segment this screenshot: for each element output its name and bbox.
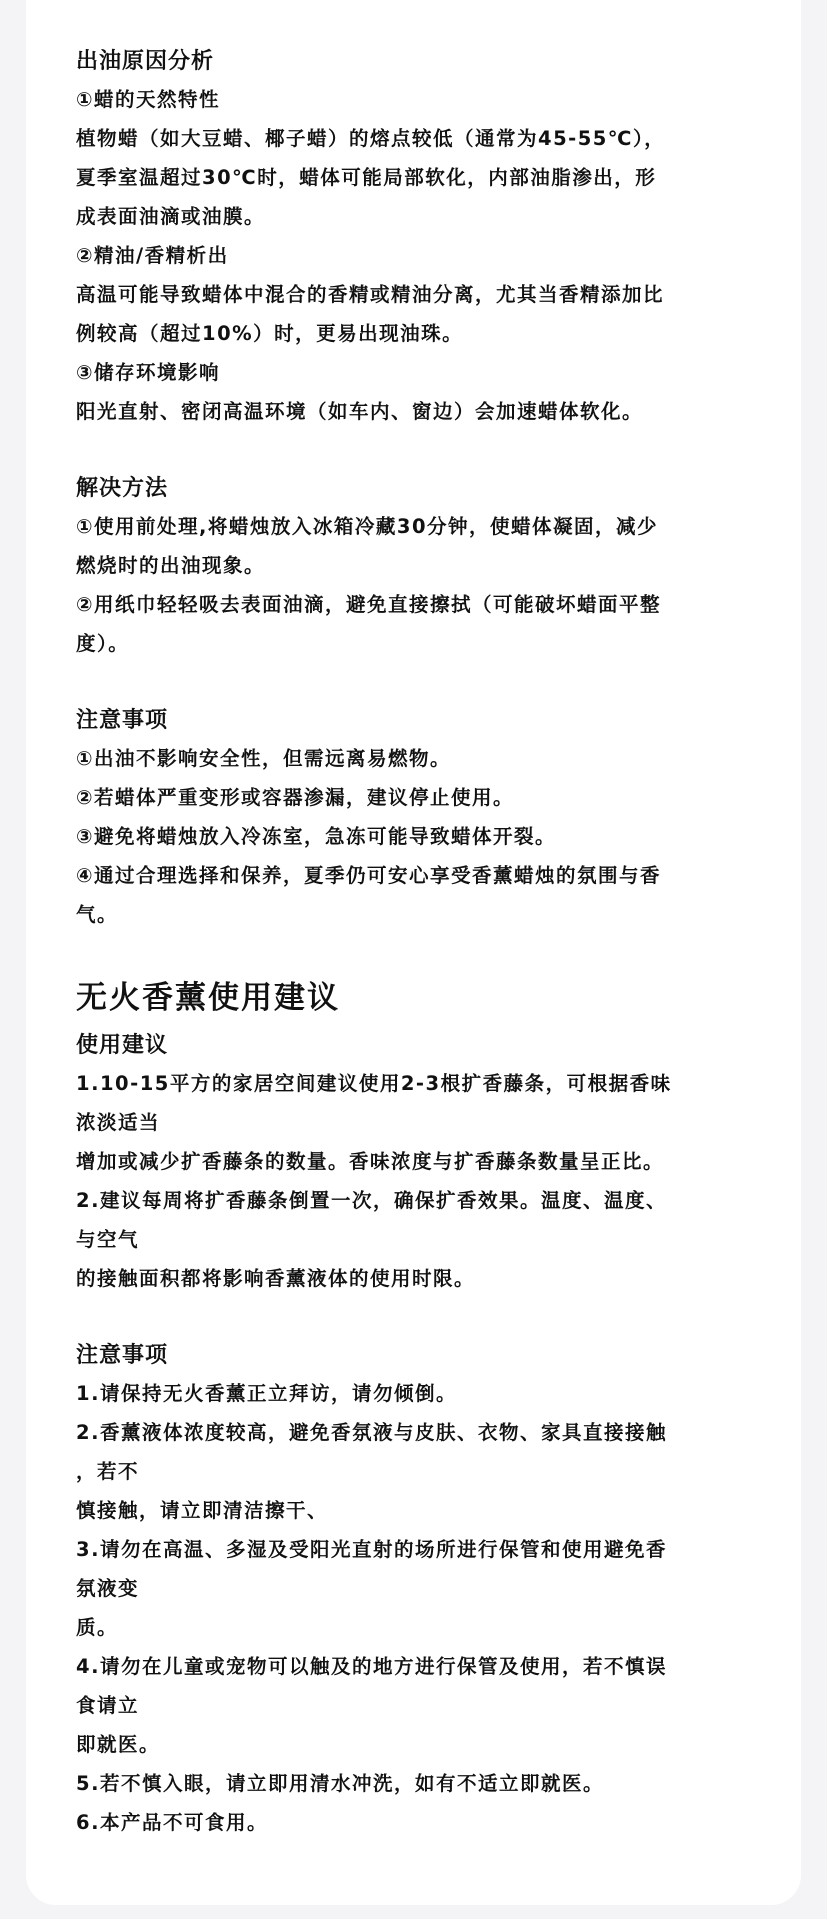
usage-line: 2.建议每周将扩香藤条倒置一次，确保扩香效果。温度、温度、 xyxy=(76,1189,667,1212)
oil-cause-list xyxy=(76,80,776,431)
usage-heading: 使用建议 xyxy=(76,1033,169,1058)
usage-line: 1.10-15平方的家居空间建议使用2-3根扩香藤条，可根据香味 xyxy=(76,1072,672,1095)
diffuser-note-line: 食请立 xyxy=(76,1694,140,1717)
solution-line: 度）。 xyxy=(76,632,130,655)
diffuser-note-line: 1.请保持无火香薰正立拜访，请勿倾倒。 xyxy=(76,1382,457,1405)
oil-cause-line: 高温可能导致蜡体中混合的香精或精油分离，尤其当香精添加比 xyxy=(76,283,665,306)
candle-note-line: ③避免将蜡烛放入冷冻室，急冻可能导致蜡体开裂。 xyxy=(76,825,557,848)
content-card xyxy=(26,0,801,1905)
oil-cause-line: 阳光直射、密闭高温环境（如车内、窗边）会加速蜡体软化。 xyxy=(76,400,644,423)
content-body xyxy=(76,44,776,1842)
spacer xyxy=(76,934,776,978)
candle-notes-list xyxy=(76,739,776,934)
usage-line: 的接触面积都将影响香薰液体的使用时限。 xyxy=(76,1267,476,1290)
diffuser-note-line: 质。 xyxy=(76,1616,119,1639)
diffuser-note-line: 4.请勿在儿童或宠物可以触及的地方进行保管及使用，若不慎误 xyxy=(76,1655,667,1678)
oil-cause-line: 例较高（超过10%）时，更易出现油珠。 xyxy=(76,322,464,345)
oil-cause-heading: 出油原因分析 xyxy=(76,49,215,74)
usage-line: 浓淡适当 xyxy=(76,1111,161,1134)
diffuser-note-line: 即就医。 xyxy=(76,1733,161,1756)
spacer xyxy=(76,431,776,471)
solution-line: ①使用前处理,将蜡烛放入冰箱冷藏30分钟，使蜡体凝固，减少 xyxy=(76,515,659,538)
spacer xyxy=(76,663,776,703)
usage-list xyxy=(76,1064,776,1298)
usage-line: 与空气 xyxy=(76,1228,140,1251)
candle-note-line: ①出油不影响安全性，但需远离易燃物。 xyxy=(76,747,452,770)
oil-cause-line: ③储存环境影响 xyxy=(76,361,221,384)
candle-note-line: ②若蜡体严重变形或容器渗漏，建议停止使用。 xyxy=(76,786,515,809)
oil-cause-line: ①蜡的天然特性 xyxy=(76,88,221,111)
diffuser-note-line: 慎接触，请立即清洁擦干、 xyxy=(76,1499,329,1522)
oil-cause-line: ②精油/香精析出 xyxy=(76,244,229,267)
diffuser-notes-list xyxy=(76,1374,776,1842)
diffuser-note-line: 2.香薰液体浓度较高，避免香氛液与皮肤、衣物、家具直接接触 xyxy=(76,1421,667,1444)
diffuser-note-line: ，若不 xyxy=(76,1460,140,1483)
candle-notes-heading: 注意事项 xyxy=(76,708,169,733)
diffuser-title: 无火香薰使用建议 xyxy=(76,980,340,1016)
spacer xyxy=(76,1298,776,1338)
diffuser-note-line: 3.请勿在高温、多湿及受阳光直射的场所进行保管和使用避免香 xyxy=(76,1538,667,1561)
solution-line: 燃烧时的出油现象。 xyxy=(76,554,266,577)
diffuser-note-line: 6.本产品不可食用。 xyxy=(76,1811,268,1834)
solution-heading: 解决方法 xyxy=(76,476,169,501)
solution-list xyxy=(76,507,776,663)
usage-line: 增加或减少扩香藤条的数量。香味浓度与扩香藤条数量呈正比。 xyxy=(76,1150,665,1173)
diffuser-note-line: 氛液变 xyxy=(76,1577,140,1600)
diffuser-note-line: 5.若不慎入眼，请立即用清水冲洗，如有不适立即就医。 xyxy=(76,1772,604,1795)
oil-cause-line: 夏季室温超过30℃时，蜡体可能局部软化，内部油脂渗出，形 xyxy=(76,166,657,189)
solution-line: ②用纸巾轻轻吸去表面油滴，避免直接擦拭（可能破坏蜡面平整 xyxy=(76,593,662,616)
diffuser-notes-heading: 注意事项 xyxy=(76,1343,169,1368)
oil-cause-line: 植物蜡（如大豆蜡、椰子蜡）的熔点较低（通常为45-55℃）， xyxy=(76,127,666,150)
oil-cause-line: 成表面油滴或油膜。 xyxy=(76,205,266,228)
spacer xyxy=(76,1018,776,1028)
candle-note-line: ④通过合理选择和保养，夏季仍可安心享受香薰蜡烛的氛围与香 xyxy=(76,864,662,887)
candle-note-line: 气。 xyxy=(76,903,119,926)
